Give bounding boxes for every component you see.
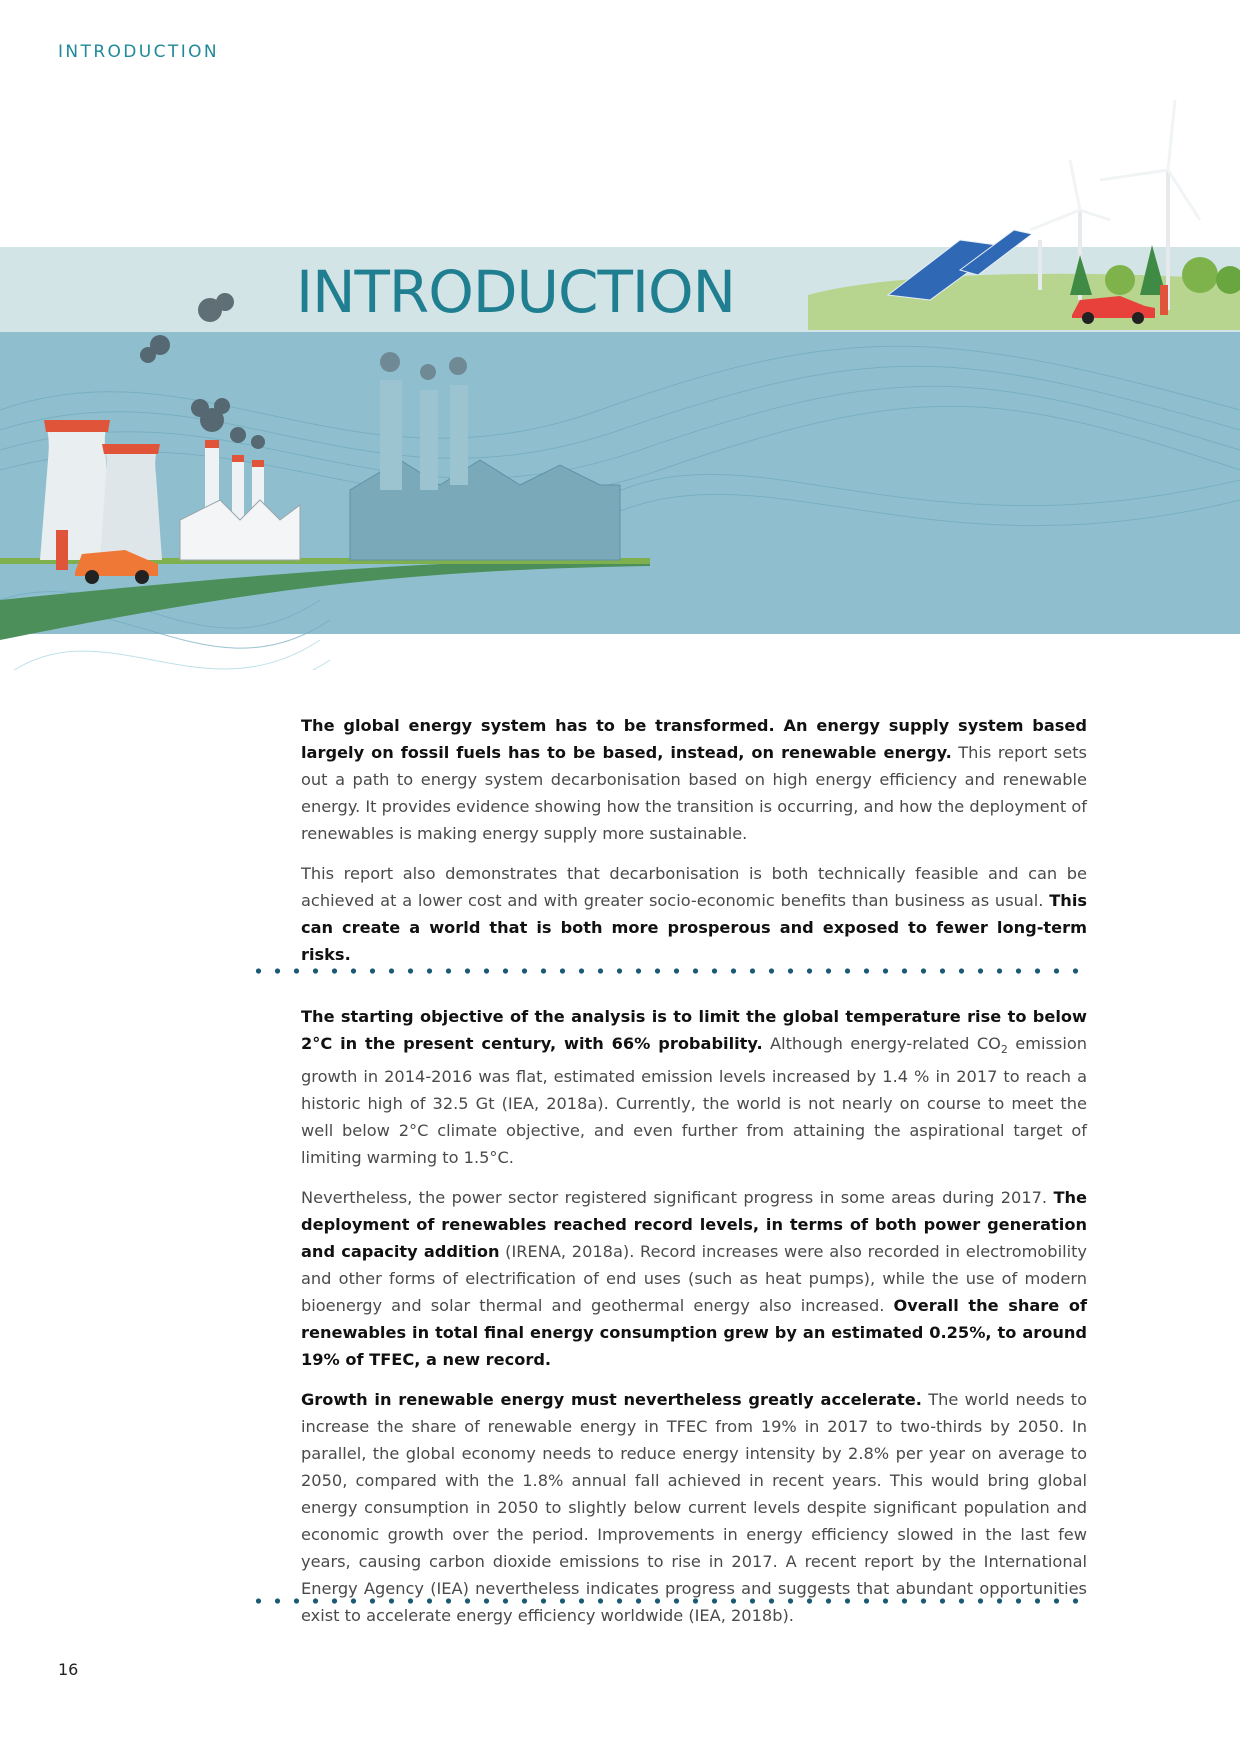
section-2	[301, 1003, 1087, 1642]
divider-dot	[921, 968, 926, 973]
divider-dot	[731, 1598, 736, 1603]
divider-dot	[389, 968, 394, 973]
divider-dot	[427, 968, 432, 973]
divider-dot	[294, 968, 299, 973]
divider-dot	[788, 968, 793, 973]
divider-dot	[427, 1598, 432, 1603]
divider-dot	[408, 1598, 413, 1603]
hero-illustration	[0, 80, 1240, 670]
divider-dot	[256, 968, 261, 973]
divider-dot	[864, 1598, 869, 1603]
divider-dot	[1016, 1598, 1021, 1603]
divider-dot	[712, 1598, 717, 1603]
divider-dot	[807, 1598, 812, 1603]
divider-dot	[1016, 968, 1021, 973]
paragraph-3: The starting objective of the analysis is to limit the global temperature rise to below 2°C in the present century, with 66% probability. Although energy-related $CO_2$ emission growth in 2014-2016 was flat, estimated emission levels increased by 1.4 % in 2017 to reach a historic high of 32.5 Gt (IEA, 2018a). Currently, the world is not nearly on course to meet the well below 2°C climate objective, and even further from attaining the aspirational target of limiting warming to 1.5°C.	[301, 1007, 1087, 1168]
divider-dot	[503, 1598, 508, 1603]
divider-dot	[655, 968, 660, 973]
divider-dot	[1035, 968, 1040, 973]
divider-dot	[313, 1598, 318, 1603]
divider-dot	[997, 968, 1002, 973]
divider-dot	[1073, 1598, 1078, 1603]
divider-dot	[693, 1598, 698, 1603]
divider-dot	[332, 1598, 337, 1603]
divider-dot	[845, 1598, 850, 1603]
divider-dots	[256, 1598, 1078, 1603]
divider-dot	[750, 968, 755, 973]
paragraph-5: Growth in renewable energy must nevertheless greatly accelerate. The world needs to increase the share of renewable energy in TFEC from 19% in 2017 to two-thirds by 2050. In parallel, the global economy needs to reduce energy intensity by 2.8% per year on average to 2050, compared with the 1.8% annual fall achieved in recent years. This would bring global energy consumption in 2050 to slightly below current levels despite significant population and economic growth over the period. Improvements in energy efficiency slowed in the last few years, causing carbon dioxide emissions to rise in 2017. A recent report by the International Energy Agency (IEA) nevertheless indicates progress and suggests that abundant opportunities exist to accelerate energy efficiency worldwide (IEA, 2018b).	[301, 1390, 1088, 1626]
divider-dot	[1054, 1598, 1059, 1603]
divider-dot	[522, 968, 527, 973]
divider-dot	[617, 1598, 622, 1603]
divider-dot	[370, 968, 375, 973]
divider-dot	[883, 1598, 888, 1603]
divider-dot	[332, 968, 337, 973]
divider-dot	[769, 968, 774, 973]
running-header: INTRODUCTION	[58, 42, 220, 62]
divider-dot	[503, 968, 508, 973]
divider-dot	[826, 968, 831, 973]
divider-dot	[845, 968, 850, 973]
divider-dot	[959, 1598, 964, 1603]
divider-dot	[864, 968, 869, 973]
divider-dot	[370, 1598, 375, 1603]
dotted-divider-bottom	[256, 1596, 1088, 1606]
divider-dot	[978, 968, 983, 973]
divider-dot	[598, 968, 603, 973]
section-1	[301, 712, 1087, 981]
divider-dot	[712, 968, 717, 973]
divider-dot	[940, 968, 945, 973]
divider-dot	[788, 1598, 793, 1603]
paragraph-2: This report also demonstrates that decarbonisation is both technically feasible and can be achieved at a lower cost and with greater socio-economic benefits than business as usual. This can create a world that is both more prosperous and exposed to fewer long-term risks.	[301, 864, 1087, 964]
divider-dot	[902, 1598, 907, 1603]
divider-dot	[978, 1598, 983, 1603]
page-title: INTRODUCTION	[296, 258, 736, 326]
divider-dot	[313, 968, 318, 973]
divider-dot	[275, 1598, 280, 1603]
divider-dot	[446, 968, 451, 973]
divider-dot	[275, 968, 280, 973]
divider-dot	[883, 968, 888, 973]
divider-dot	[579, 968, 584, 973]
divider-dot	[674, 1598, 679, 1603]
divider-dot	[484, 968, 489, 973]
divider-dot	[807, 968, 812, 973]
dotted-divider	[256, 966, 1088, 976]
divider-dot	[579, 1598, 584, 1603]
divider-dot	[997, 1598, 1002, 1603]
divider-dot	[655, 1598, 660, 1603]
divider-dot	[1054, 968, 1059, 973]
divider-dot	[769, 1598, 774, 1603]
divider-dot	[636, 1598, 641, 1603]
divider-dot	[294, 1598, 299, 1603]
divider-dot	[940, 1598, 945, 1603]
divider-dot	[389, 1598, 394, 1603]
divider-dot	[446, 1598, 451, 1603]
paragraph-4: Nevertheless, the power sector registered significant progress in some areas during 2017. The deployment of renewables reached record levels, in terms of both power generation and capacity addition (IRENA, 2018a). Record increases were also recorded in electromobility and other forms of electrification of end uses (such as heat pumps), while the use of modern bioenergy and solar thermal and geothermal energy also increased. Overall the share of renewables in total final energy consumption grew by an estimated 0.25%, to around 19% of TFEC, a new record.	[301, 1188, 1087, 1370]
divider-dot	[826, 1598, 831, 1603]
divider-dot	[256, 1598, 261, 1603]
divider-dot	[541, 968, 546, 973]
page-number: 16	[58, 1660, 79, 1679]
divider-dot	[560, 968, 565, 973]
divider-dot	[522, 1598, 527, 1603]
divider-dots	[256, 968, 1078, 973]
paragraph-1: The global energy system has to be transformed. An energy supply system based largely on fossil fuels has to be based, instead, on renewable energy. This report sets out a path to energy system decarbonisation based on high energy efficiency and renewable energy. It provides evidence showing how the transition is occurring, and how the deployment of renewables is making energy supply more sustainable.	[301, 716, 1087, 843]
divider-dot	[351, 1598, 356, 1603]
divider-dot	[351, 968, 356, 973]
divider-dot	[617, 968, 622, 973]
divider-dot	[484, 1598, 489, 1603]
divider-dot	[750, 1598, 755, 1603]
divider-dot	[465, 968, 470, 973]
energy-landscape-illustration	[0, 80, 1240, 670]
divider-dot	[560, 1598, 565, 1603]
divider-dot	[541, 1598, 546, 1603]
divider-dot	[902, 968, 907, 973]
divider-dot	[959, 968, 964, 973]
divider-dot	[1073, 968, 1078, 973]
divider-dot	[598, 1598, 603, 1603]
divider-dot	[693, 968, 698, 973]
divider-dot	[731, 968, 736, 973]
divider-dot	[636, 968, 641, 973]
divider-dot	[1035, 1598, 1040, 1603]
divider-dot	[921, 1598, 926, 1603]
divider-dot	[465, 1598, 470, 1603]
divider-dot	[674, 968, 679, 973]
divider-dot	[408, 968, 413, 973]
